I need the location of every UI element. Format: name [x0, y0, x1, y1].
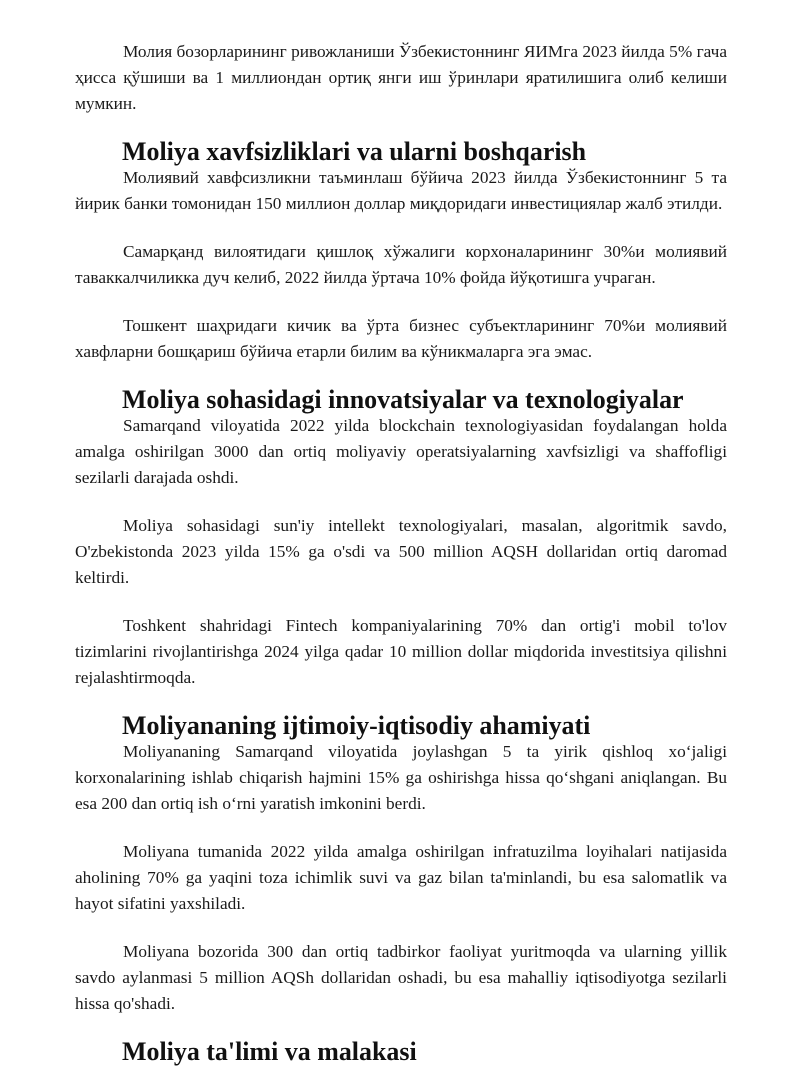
- paragraph: Moliya sohasidagi sun'iy intellekt texnologiyalari, masalan, algoritmik savdo, O'zbekistonda 2023 yilda 15% ga o'sdi va 500 million AQSH dollaridan ortiq daromad keltirdi.: [75, 516, 727, 587]
- section-socioeconomic: [75, 713, 727, 1017]
- paragraph: Moliyana tumanida 2022 yilda amalga oshirilgan infratuzilma loyihalari natijasida aholining 70% ga yaqini toza ichimlik suvi va gaz bilan ta'minlandi, bu esa salomatlik va hayot sifatini yaxshiladi.: [75, 842, 727, 913]
- paragraph-intro: Молия бозорларининг ривожланиши Ўзбекистоннинг ЯИМга 2023 йилда 5% гача ҳисса қўшиши ва 1 миллиондан ортиқ янги иш ўринлари яратилишига олиб келиши мумкин.: [75, 42, 727, 113]
- paragraph: Toshkent shahridagi Fintech kompaniyalarining 70% dan ortig'i mobil to'lov tizimlarini rivojlantirishga 2024 yilga qadar 10 million dollar miqdorida investitsiya qilishni rejalashtirmoqda.: [75, 616, 727, 687]
- paragraph: Самарқанд вилоятидаги қишлоқ хўжалиги корхоналарининг 30%и молиявий таваккалчиликка дуч келиб, 2022 йилда ўртача 10% фойда йўқотишга учраган.: [75, 242, 727, 287]
- paragraph: Moliyana bozorida 300 dan ortiq tadbirkor faoliyat yuritmoqda va ularning yillik savdo aylanmasi 5 million AQSh dollaridan oshadi, bu esa mahalliy iqtisodiyotga sezilarli hissa qo'shadi.: [75, 942, 727, 1013]
- section-innovations: [75, 387, 727, 691]
- section-heading: Moliyananing ijtimoiy-iqtisodiy ahamiyati: [122, 711, 591, 740]
- paragraph: Молиявий хавфсизликни таъминлаш бўйича 2023 йилда Ўзбекистоннинг 5 та йирик банки томонидан 150 миллион доллар миқдоридаги инвестициялар жалб этилди.: [75, 168, 727, 213]
- section-education: [75, 1039, 727, 1065]
- section-financial-security: [75, 139, 727, 365]
- paragraph: Moliyananing Samarqand viloyatida joylashgan 5 ta yirik qishloq xo‘jaligi korxonalarining ishlab chiqarish hajmini 15% ga oshirishga hissa qo‘shgani aniqlangan. Bu esa 200 dan ortiq ish o‘rni yaratish imkonini berdi.: [75, 742, 727, 813]
- paragraph: Тошкент шаҳридаги кичик ва ўрта бизнес субъектларининг 70%и молиявий хавфларни бошқариш бўйича етарли билим ва кўникмаларга эга эмас.: [75, 316, 727, 361]
- section-heading: Moliya xavfsizliklari va ularni boshqarish: [122, 137, 587, 166]
- paragraph: Samarqand viloyatida 2022 yilda blockchain texnologiyasidan foydalangan holda amalga oshirilgan 3000 dan ortiq moliyaviy operatsiyalarning xavfsizligi va shaffofligi sezilarli darajada oshdi.: [75, 416, 727, 487]
- section-heading: Moliya sohasidagi innovatsiyalar va texnologiyalar: [122, 385, 684, 414]
- section-heading: Moliya ta'limi va malakasi: [122, 1037, 417, 1066]
